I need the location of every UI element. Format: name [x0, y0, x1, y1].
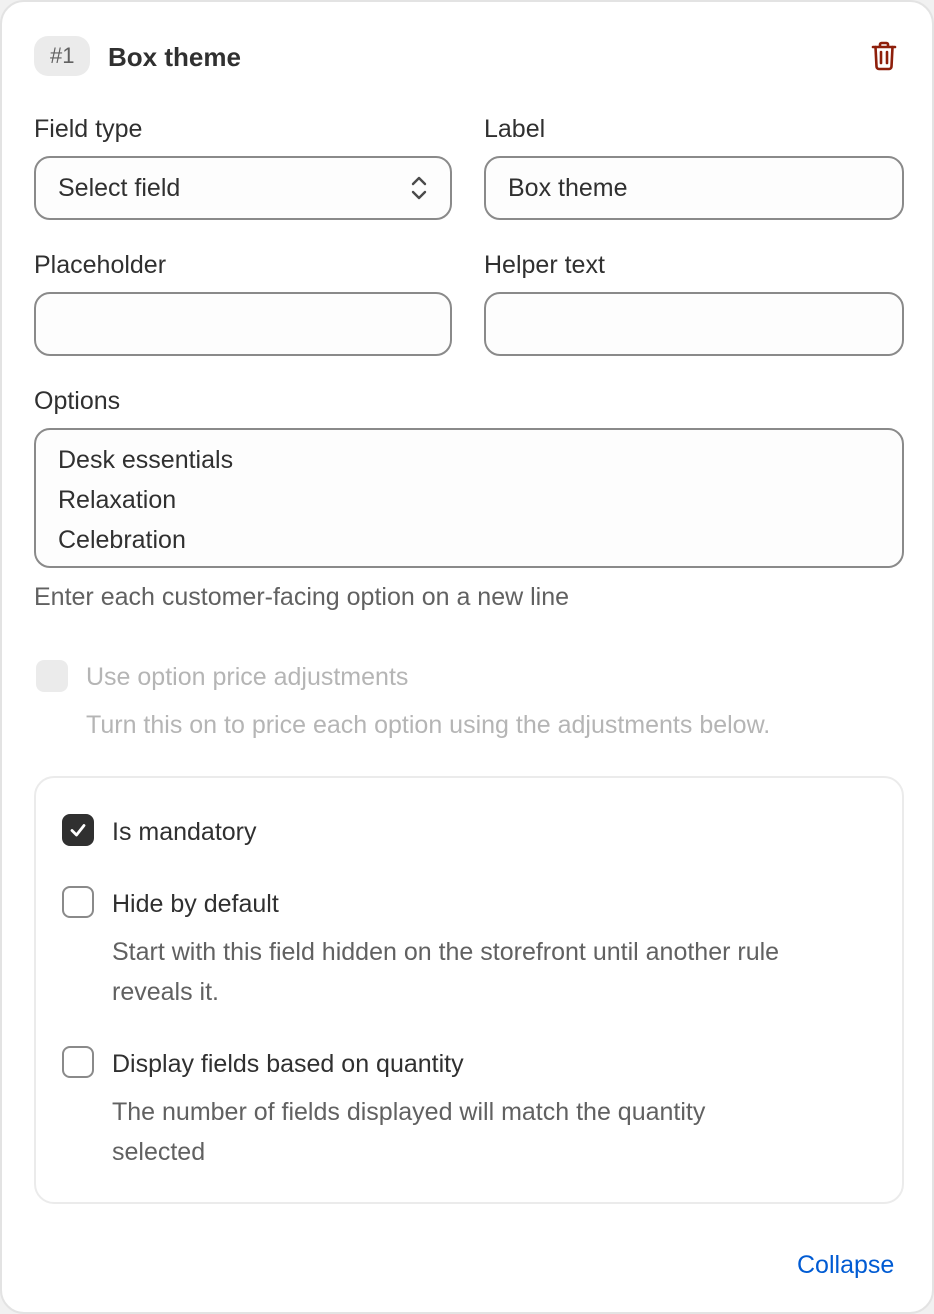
price-adjustments-checkbox[interactable] — [36, 660, 68, 692]
trash-icon — [871, 41, 897, 71]
field-type-select[interactable] — [34, 156, 452, 220]
option-line: Desk essentials — [58, 446, 234, 474]
helper-text-input[interactable] — [484, 292, 904, 356]
option-line: Relaxation — [58, 486, 177, 514]
placeholder-input[interactable] — [34, 292, 452, 356]
field-settings-box — [34, 776, 904, 1204]
mandatory-label: Is mandatory — [112, 818, 257, 846]
hide-by-default-help — [112, 932, 882, 1012]
hide-by-default-label: Hide by default — [112, 890, 279, 918]
label-input[interactable] — [484, 156, 904, 220]
collapse-link[interactable]: Collapse — [797, 1251, 895, 1279]
delete-button[interactable] — [864, 36, 904, 76]
price-adjustments-help: Turn this on to price each option using the adjustments below. — [86, 711, 771, 739]
quantity-help — [112, 1092, 882, 1172]
checkmark-icon — [68, 820, 88, 840]
quantity-label: Display fields based on quantity — [112, 1050, 464, 1078]
field-number-badge: #1 — [34, 36, 90, 76]
quantity-help-line: selected — [112, 1138, 206, 1166]
options-help-text: Enter each customer-facing option on a new line — [34, 583, 570, 611]
field-type-label: Field type — [34, 115, 143, 143]
field-title: Box theme — [108, 42, 241, 72]
hide-help-line: reveals it. — [112, 978, 219, 1006]
options-label: Options — [34, 387, 121, 415]
mandatory-checkbox[interactable] — [62, 814, 94, 846]
hide-by-default-checkbox[interactable] — [62, 886, 94, 918]
placeholder-label: Placeholder — [34, 251, 167, 279]
field-type-value: Select field — [58, 173, 181, 202]
chevron-up-down-icon — [410, 174, 428, 202]
price-adjustments-label: Use option price adjustments — [86, 663, 409, 691]
helper-text-label: Helper text — [484, 251, 605, 279]
hide-help-line: Start with this field hidden on the storefront until another rule — [112, 938, 780, 966]
options-textarea[interactable] — [34, 428, 904, 568]
label-label: Label — [484, 115, 546, 143]
quantity-checkbox[interactable] — [62, 1046, 94, 1078]
option-line: Celebration — [58, 526, 186, 554]
quantity-help-line: The number of fields displayed will match the quantity — [112, 1098, 706, 1126]
